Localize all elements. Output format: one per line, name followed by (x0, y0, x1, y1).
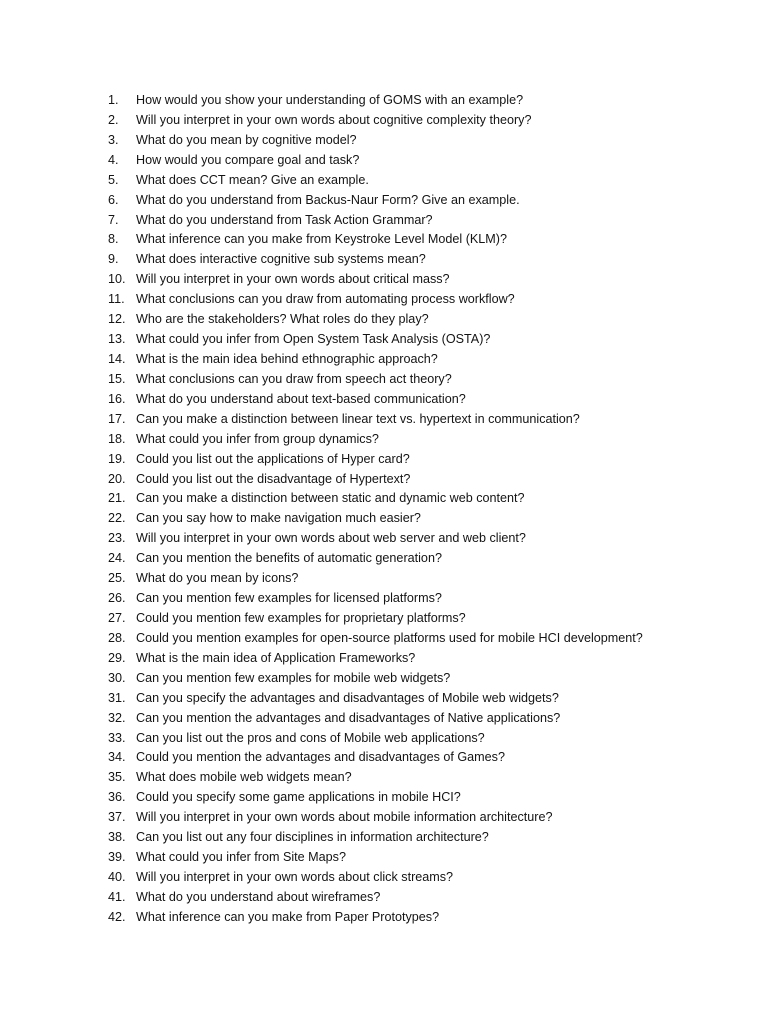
list-item (108, 748, 643, 768)
question-number: 9. (108, 252, 119, 267)
list-item (108, 171, 643, 191)
question-number: 6. (108, 192, 119, 207)
list-item (108, 390, 643, 410)
question-text: Can you list out any four disciplines in information architecture? (136, 830, 489, 845)
list-item (108, 370, 643, 390)
question-text: Can you mention few examples for licensed platforms? (136, 591, 442, 606)
list-item (108, 868, 643, 888)
list-item (108, 609, 643, 629)
question-text: What do you mean by cognitive model? (136, 132, 357, 147)
list-item (108, 350, 643, 370)
question-number: 11. (108, 292, 125, 307)
question-number: 35. (108, 770, 126, 785)
list-item (108, 430, 643, 450)
list-item (108, 230, 643, 250)
question-number: 42. (108, 909, 126, 924)
question-text: Can you say how to make navigation much easier? (136, 511, 421, 526)
question-number: 4. (108, 152, 119, 167)
list-item (108, 131, 643, 151)
question-number: 7. (108, 212, 119, 227)
question-number: 12. (108, 312, 126, 327)
question-text: What does CCT mean? Give an example. (136, 172, 369, 187)
list-item (108, 768, 643, 788)
question-text: Who are the stakeholders? What roles do they play? (136, 312, 429, 327)
list-item (108, 569, 643, 589)
question-text: What do you understand about wireframes? (136, 889, 381, 904)
list-item (108, 509, 643, 529)
question-text: Will you interpret in your own words about web server and web client? (136, 531, 526, 546)
question-number: 3. (108, 132, 119, 147)
question-number: 32. (108, 710, 126, 725)
question-number: 14. (108, 351, 126, 366)
list-item (108, 529, 643, 549)
list-item (108, 250, 643, 270)
list-item (108, 91, 643, 111)
question-number: 31. (108, 690, 126, 705)
list-item (108, 808, 643, 828)
question-text: How would you show your understanding of GOMS with an example? (136, 93, 524, 107)
list-item (108, 589, 643, 609)
question-number: 30. (108, 670, 126, 685)
question-number: 39. (108, 850, 126, 865)
list-item (108, 450, 643, 470)
question-number: 34. (108, 750, 126, 765)
question-text: Could you mention the advantages and disadvantages of Games? (136, 750, 505, 765)
question-number: 17. (108, 411, 126, 426)
list-item (108, 888, 643, 908)
question-text: What conclusions can you draw from automating process workflow? (136, 292, 515, 307)
question-number: 8. (108, 232, 119, 247)
question-number: 18. (108, 431, 126, 446)
question-number: 19. (108, 451, 126, 466)
list-item (108, 111, 643, 131)
question-number: 29. (108, 650, 126, 665)
question-text: Can you mention few examples for mobile web widgets? (136, 670, 451, 685)
question-number: 26. (108, 591, 126, 606)
question-text: What could you infer from Site Maps? (136, 850, 346, 865)
list-item (108, 689, 643, 709)
question-number: 2. (108, 112, 119, 127)
question-number: 37. (108, 810, 126, 825)
question-number: 20. (108, 471, 126, 486)
question-number: 23. (108, 531, 126, 546)
question-number: 40. (108, 869, 126, 884)
question-number: 22. (108, 511, 126, 526)
list-item (108, 489, 643, 509)
question-number: 13. (108, 332, 126, 347)
question-text: Can you specify the advantages and disadvantages of Mobile web widgets? (136, 690, 559, 705)
question-text: What conclusions can you draw from speech act theory? (136, 371, 452, 386)
question-text: How would you compare goal and task? (136, 152, 360, 167)
list-item (108, 629, 643, 649)
question-text: What do you understand from Backus-Naur Form? Give an example. (136, 192, 520, 207)
question-text: Can you make a distinction between linear text vs. hypertext in communication? (136, 411, 580, 426)
question-text: Will you interpret in your own words about critical mass? (136, 272, 450, 287)
question-number: 28. (108, 630, 126, 645)
question-number: 27. (108, 610, 126, 625)
question-number: 15. (108, 371, 126, 386)
question-number: 25. (108, 571, 126, 586)
list-item (108, 649, 643, 669)
question-text: Could you list out the disadvantage of Hypertext? (136, 471, 411, 486)
list-item (108, 908, 643, 928)
list-item (108, 549, 643, 569)
question-text: Can you make a distinction between static and dynamic web content? (136, 491, 525, 506)
list-item (108, 310, 643, 330)
list-item (108, 788, 643, 808)
question-text: Can you mention the benefits of automatic generation? (136, 551, 442, 566)
question-number: 38. (108, 830, 126, 845)
question-number: 36. (108, 790, 126, 805)
question-text: Could you mention examples for open-source platforms used for mobile HCI development? (136, 630, 643, 645)
list-item (108, 709, 643, 729)
list-item (108, 828, 643, 848)
question-number: 21. (108, 491, 126, 506)
question-text: What do you mean by icons? (136, 571, 299, 586)
question-number: 41. (108, 889, 126, 904)
list-item (108, 330, 643, 350)
list-item (108, 151, 643, 171)
list-item (108, 270, 643, 290)
question-text: Could you mention few examples for proprietary platforms? (136, 610, 466, 625)
question-text: Can you list out the pros and cons of Mobile web applications? (136, 730, 485, 745)
question-number: 5. (108, 172, 119, 187)
question-text: What do you understand from Task Action Grammar? (136, 212, 433, 227)
question-number: 1. (108, 93, 119, 107)
list-item (108, 211, 643, 231)
question-text: Can you mention the advantages and disadvantages of Native applications? (136, 710, 561, 725)
question-text: Could you specify some game applications in mobile HCI? (136, 790, 461, 805)
list-item (108, 470, 643, 490)
question-text: What is the main idea of Application Frameworks? (136, 650, 416, 665)
list-item (108, 191, 643, 211)
list-item (108, 290, 643, 310)
question-text: What does mobile web widgets mean? (136, 770, 352, 785)
question-text: Will you interpret in your own words about cognitive complexity theory? (136, 112, 532, 127)
question-text: Will you interpret in your own words about mobile information architecture? (136, 810, 553, 825)
question-number: 24. (108, 551, 126, 566)
question-number: 33. (108, 730, 126, 745)
list-item (108, 848, 643, 868)
question-text: Could you list out the applications of Hyper card? (136, 451, 410, 466)
list-item (108, 669, 643, 689)
question-text: What does interactive cognitive sub systems mean? (136, 252, 426, 267)
question-text: Will you interpret in your own words about click streams? (136, 869, 454, 884)
question-text: What could you infer from Open System Task Analysis (OSTA)? (136, 332, 491, 347)
question-text: What do you understand about text-based communication? (136, 391, 466, 406)
question-list (108, 91, 643, 928)
question-text: What inference can you make from Keystroke Level Model (KLM)? (136, 232, 507, 247)
question-number: 10. (108, 272, 126, 287)
question-text: What could you infer from group dynamics? (136, 431, 379, 446)
question-text: What is the main idea behind ethnographic approach? (136, 351, 438, 366)
list-item (108, 729, 643, 749)
list-item (108, 410, 643, 430)
question-number: 16. (108, 391, 126, 406)
question-text: What inference can you make from Paper Prototypes? (136, 909, 440, 924)
